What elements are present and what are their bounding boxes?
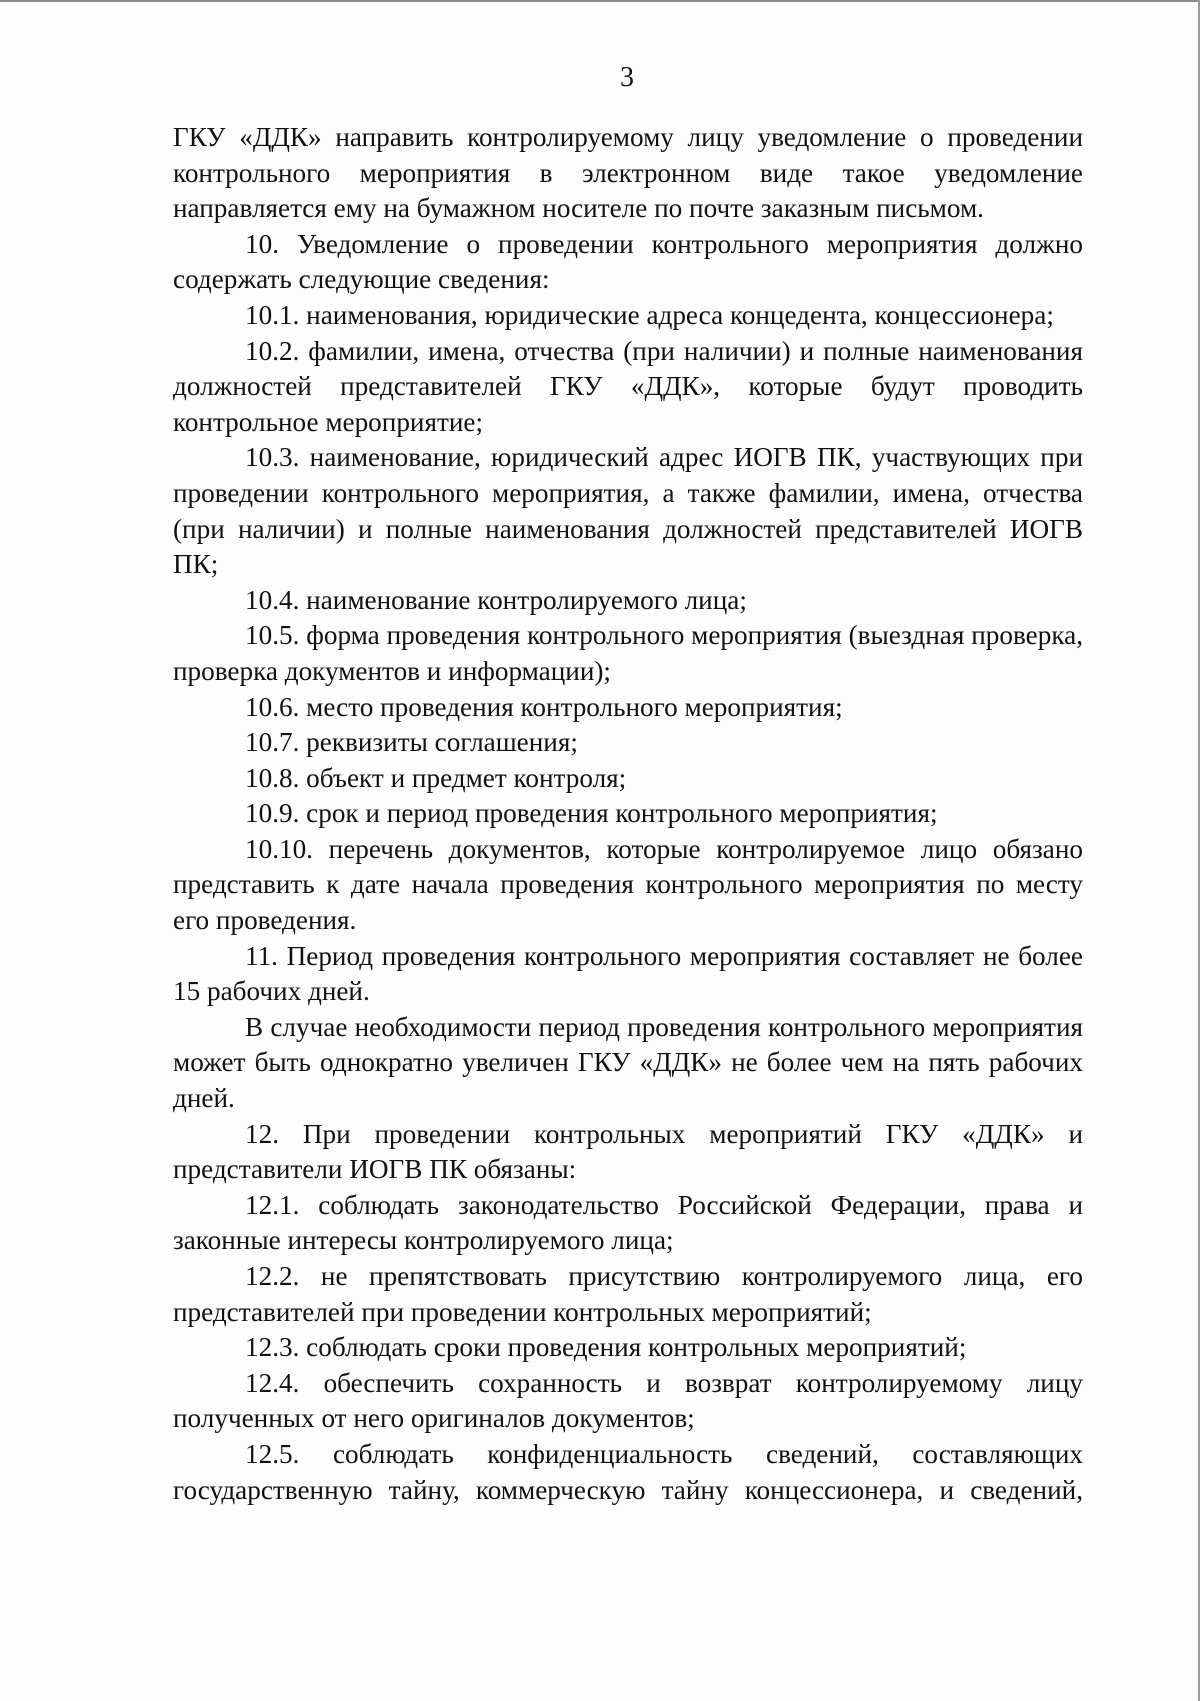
page-number: 3 <box>620 62 634 93</box>
paragraph: 10. Уведомление о проведении контрольного мероприятия должно содержать следующие сведения: <box>173 228 1083 295</box>
list-item: 10.3. наименование, юридический адрес ИОГВ ПК, участвующих при проведении контрольного мероприятия, а также фамилии, имена, отчества (при наличии) и полные наименования должностей представителей ИОГВ ПК; <box>173 442 1083 580</box>
list-item: 10.2. фамилии, имена, отчества (при наличии) и полные наименования должностей представителей ГКУ «ДДК», которые будут проводить контрольное мероприятие; <box>173 335 1083 437</box>
list-item: 10.4. наименование контролируемого лица; <box>245 584 747 615</box>
paragraph: ГКУ «ДДК» направить контролируемому лицу уведомление о проведении контрольного мероприятия в электронном виде такое уведомление направляется ему на бумажном носителе по почте заказным письмом. <box>173 122 1083 224</box>
list-item: 10.8. объект и предмет контроля; <box>245 762 627 793</box>
list-item: 10.1. наименования, юридические адреса концедента, концессионера; <box>245 299 1054 330</box>
list-item: 10.7. реквизиты соглашения; <box>245 727 578 758</box>
list-item: 12.5. соблюдать конфиденциальность сведений, составляющих государственную тайну, коммерческую тайну концессионера, и сведений, <box>173 1438 1083 1505</box>
paragraph: В случае необходимости период проведения контрольного мероприятия может быть однократно увеличен ГКУ «ДДК» не более чем на пять рабочих дней. <box>173 1011 1083 1114</box>
list-item: 12.1. соблюдать законодательство Российской Федерации, права и законные интересы контролируемого лица; <box>173 1189 1083 1256</box>
list-item: 10.9. срок и период проведения контрольного мероприятия; <box>245 798 938 829</box>
list-item: 10.10. перечень документов, которые контролируемое лицо обязано представить к дате начала проведения контрольного мероприятия по месту его проведения. <box>173 833 1083 936</box>
paragraph: 11. Период проведения контрольного мероприятия составляет не более 15 рабочих дней. <box>173 940 1083 1007</box>
scan-edge-top <box>0 0 1200 2</box>
list-item: 12.3. соблюдать сроки проведения контрольных мероприятий; <box>245 1332 967 1363</box>
list-item: 10.6. место проведения контрольного мероприятия; <box>245 691 843 722</box>
paragraph: 12. При проведении контрольных мероприятий ГКУ «ДДК» и представители ИОГВ ПК обязаны: <box>173 1118 1083 1185</box>
list-item: 12.4. обеспечить сохранность и возврат контролируемому лицу полученных от него оригиналов документов; <box>173 1367 1083 1434</box>
document-body <box>173 120 1083 1508</box>
list-item: 10.5. форма проведения контрольного мероприятия (выездная проверка, проверка документов и информации); <box>173 620 1083 686</box>
list-item: 12.2. не препятствовать присутствию контролируемого лица, его представителей при проведении контрольных мероприятий; <box>173 1261 1083 1327</box>
